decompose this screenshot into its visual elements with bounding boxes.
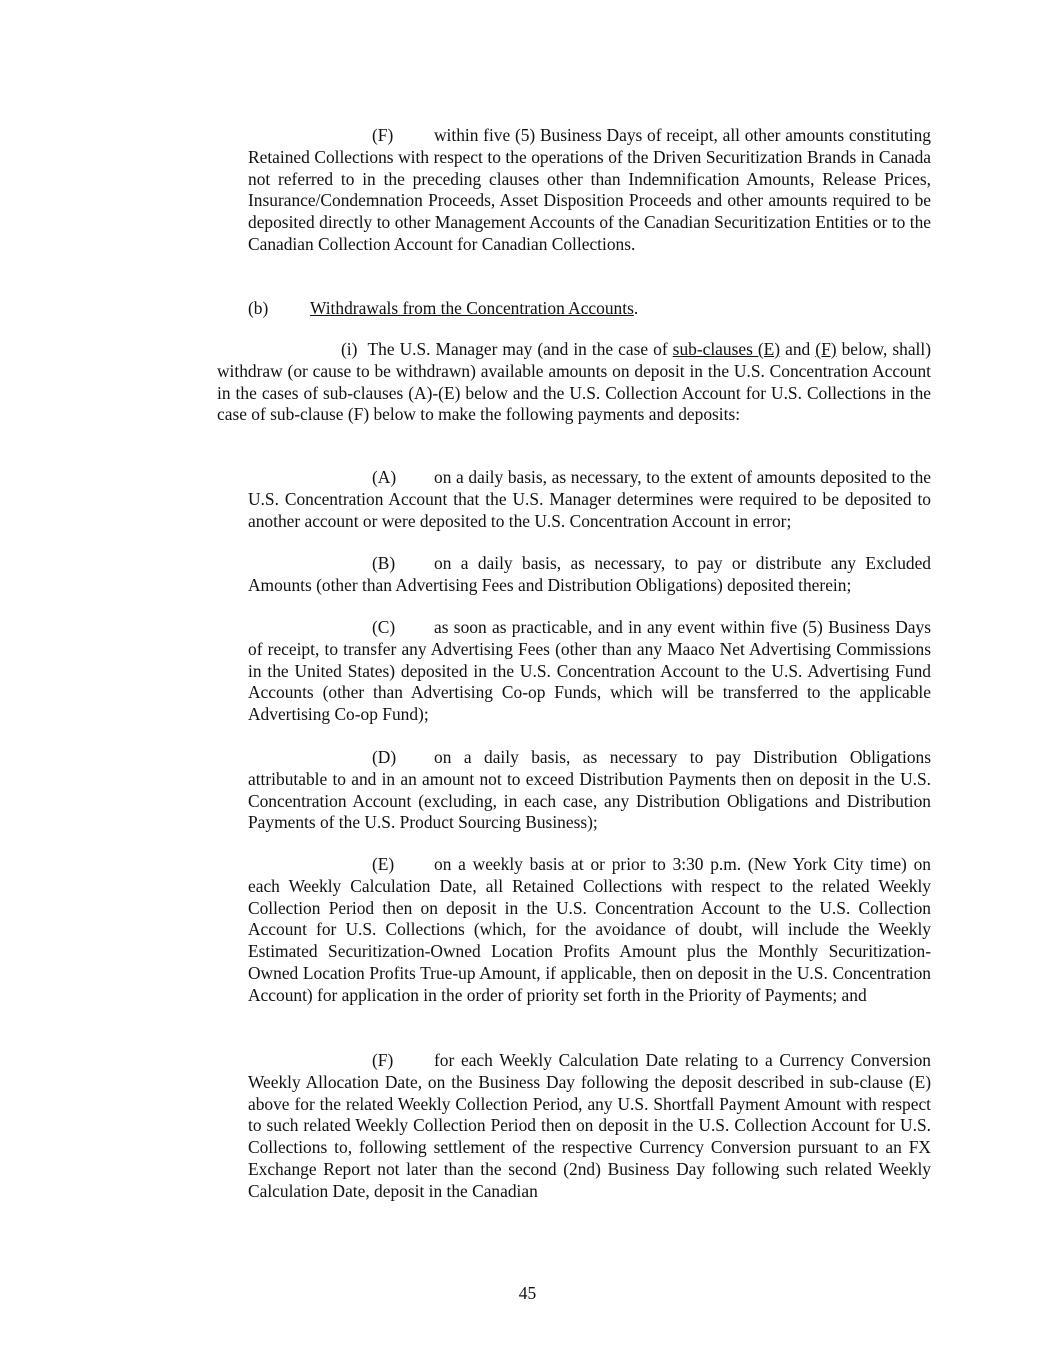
clause-f-canadian-collections: [248, 125, 931, 256]
sub-clause-label: (C): [372, 617, 396, 637]
sub-clause-label: (B): [372, 553, 396, 573]
section-title-period: .: [633, 298, 639, 318]
clause-label: (F): [372, 125, 394, 145]
clause-i-label: (i): [341, 339, 358, 359]
cross-reference-sub-clause-f: (F): [815, 339, 837, 359]
section-title: Withdrawals from the Concentration Accounts: [310, 298, 634, 318]
sub-clause-f: [248, 1050, 931, 1203]
clause-i-text-start: The U.S. Manager may (and in the case of: [367, 339, 673, 359]
clause-text: within five (5) Business Days of receipt, all other amounts constituting Retained Collections with respect to the operations of the Driven Securitization Brands in Canada not referred to in the preceding clauses other than Indemnification Amounts, Release Prices, Insurance/Condemnation Proceeds, Asset Disposition Proceeds and other amounts required to be deposited directly to other Management Accounts of the Canadian Securitization Entities or to the Canadian Collection Account for Canadian Collections.: [248, 125, 931, 254]
sub-clause-text: as soon as practicable, and in any event within five (5) Business Days of receipt, to transfer any Advertising Fees (other than any Maaco Net Advertising Commissions in the United States) deposited in the U.S. Concentration Account to the U.S. Advertising Fund Accounts (other than Advertising Co-op Funds, which will be transferred to the applicable Advertising Co-op Fund);: [248, 617, 931, 725]
sub-clause-text: on a daily basis, as necessary, to the extent of amounts deposited to the U.S. Concentration Account that the U.S. Manager determines were required to be deposited to another account or were deposited to the U.S. Concentration Account in error;: [248, 467, 931, 531]
sub-clause-label: (D): [372, 747, 397, 767]
sub-clause-text: on a daily basis, as necessary to pay Distribution Obligations attributable to and in an amount not to exceed Distribution Payments then on deposit in the U.S. Concentration Account (excluding, in each case, any Distribution Obligations and Distribution Payments of the U.S. Product Sourcing Business);: [248, 747, 931, 833]
sub-clause-text: on a daily basis, as necessary, to pay or distribute any Excluded Amounts (other than Advertising Fees and Distribution Obligations) deposited therein;: [248, 553, 931, 595]
sub-clause-label: (E): [372, 854, 395, 874]
sub-clause-label: (F): [372, 1050, 394, 1070]
sub-clause-d: [248, 747, 931, 834]
sub-clause-text: for each Weekly Calculation Date relating to a Currency Conversion Weekly Allocation Date, on the Business Day following the deposit described in sub-clause (E) above for the related Weekly Collection Period, any U.S. Shortfall Payment Amount with respect to such related Weekly Collection Period then on deposit in the U.S. Collection Account for U.S. Collections to, following settlement of the respective Currency Conversion pursuant to an FX Exchange Report not later than the second (2nd) Business Day following such related Weekly Calculation Date, deposit in the Canadian: [248, 1050, 931, 1201]
section-b-heading: [248, 298, 638, 320]
clause-i-text-end: below, shall) withdraw (or cause to be withdrawn) available amounts on deposit in the U.S. Concentration Account in the cases of sub-clauses (A)-(E) below and the U.S. Collection Account for U.S. Collections in the case of sub-clause (F) below to make the following payments and deposits:: [217, 339, 931, 425]
sub-clause-c: [248, 617, 931, 726]
cross-reference-sub-clause-e: sub-clauses (E): [672, 339, 781, 359]
sub-clause-e: [248, 854, 931, 1007]
sub-clause-label: (A): [372, 467, 397, 487]
clause-i-paragraph: [217, 339, 931, 426]
section-label: (b): [248, 298, 269, 318]
sub-clause-b: [248, 553, 931, 597]
page-number: 45: [518, 1283, 537, 1303]
clause-i-text-and: and: [780, 339, 816, 359]
sub-clause-a: [248, 467, 931, 532]
sub-clause-text: on a weekly basis at or prior to 3:30 p.m. (New York City time) on each Weekly Calculation Date, all Retained Collections with respect to the related Weekly Collection Period then on deposit in the U.S. Concentration Account to the U.S. Collection Account for U.S. Collections (which, for the avoidance of doubt, will include the Weekly Estimated Securitization-Owned Location Profits Amount plus the Monthly Securitization-Owned Location Profits True-up Amount, if applicable, then on deposit in the U.S. Concentration Account) for application in the order of priority set forth in the Priority of Payments; and: [248, 854, 931, 1005]
